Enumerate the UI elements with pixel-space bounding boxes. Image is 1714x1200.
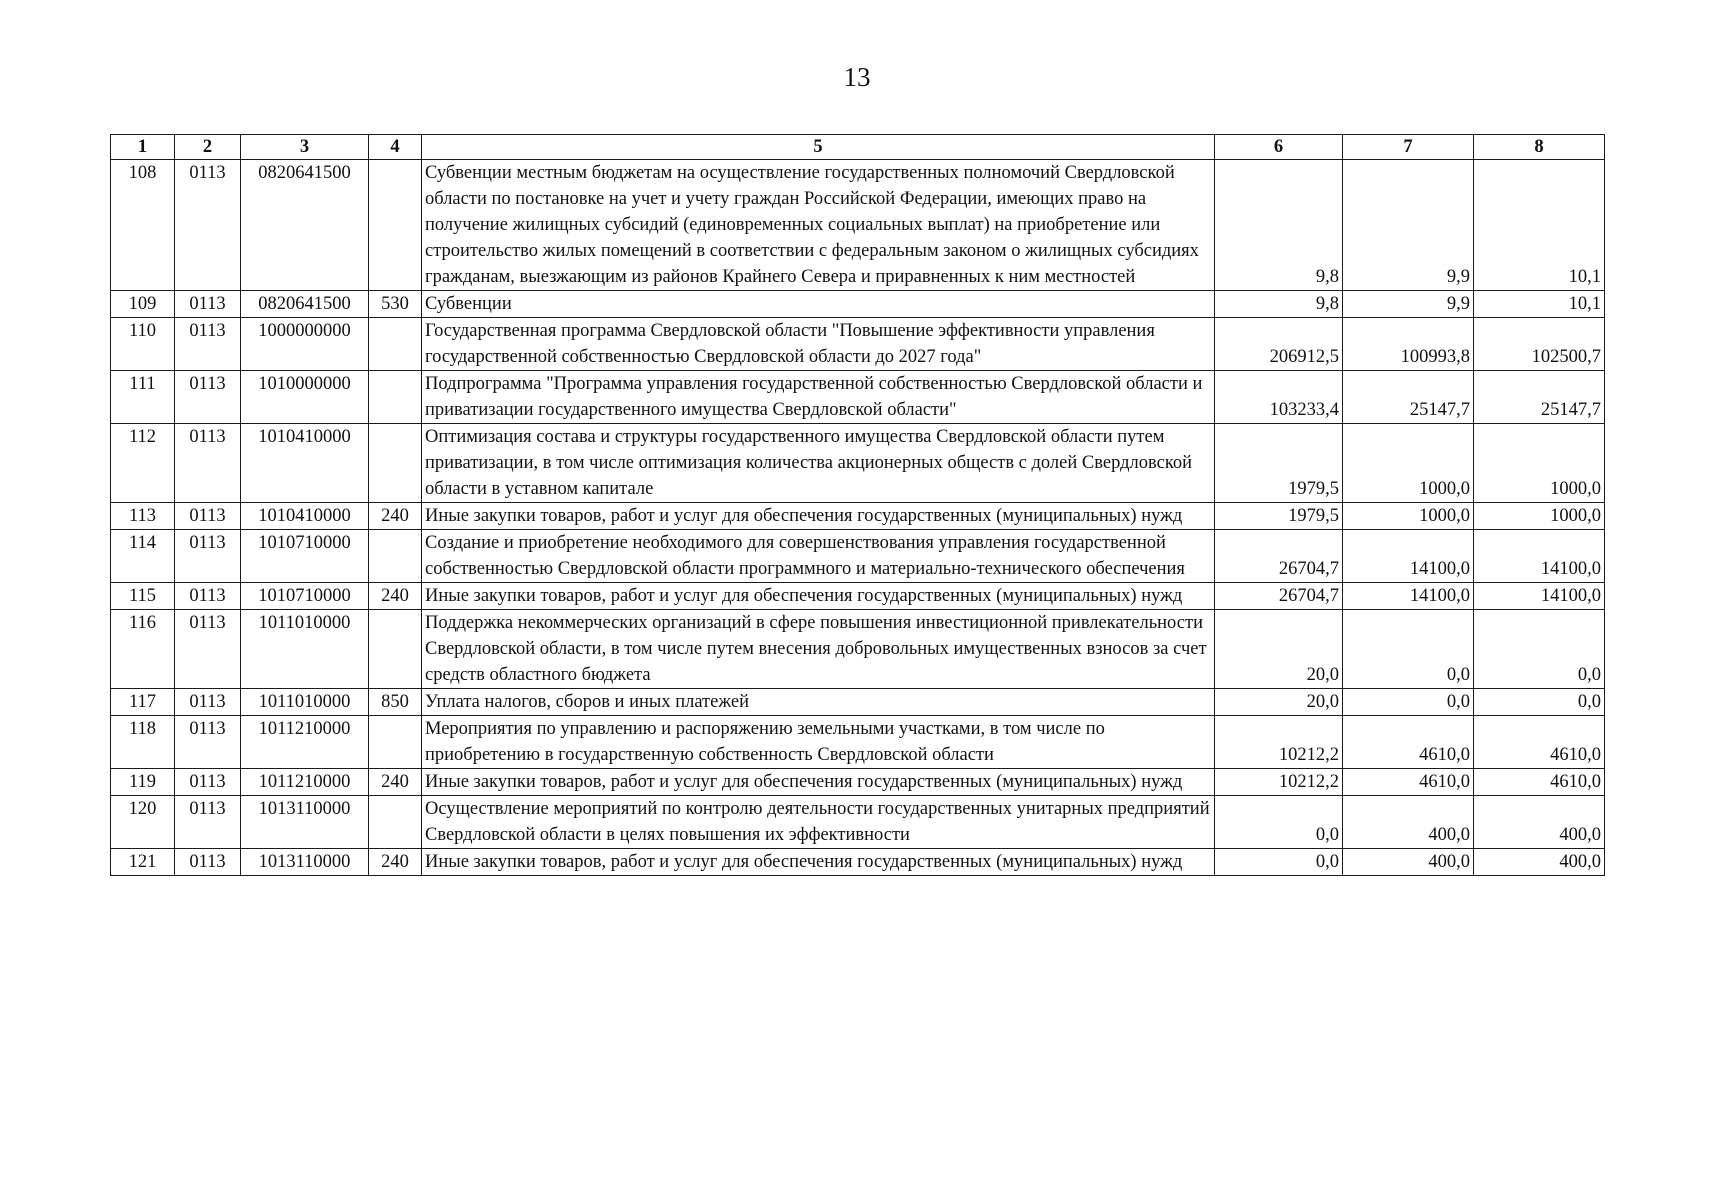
expense-type-code: 240 <box>369 769 422 796</box>
section-code: 0113 <box>175 291 241 318</box>
amount-col7: 4610,0 <box>1343 716 1474 769</box>
amount-col6: 20,0 <box>1215 689 1343 716</box>
row-number: 112 <box>111 424 175 503</box>
expense-type-code <box>369 160 422 291</box>
section-code: 0113 <box>175 610 241 689</box>
amount-col7: 0,0 <box>1343 689 1474 716</box>
table-row <box>111 716 1605 769</box>
amount-col8: 102500,7 <box>1474 318 1605 371</box>
header-cell: 6 <box>1215 135 1343 160</box>
amount-col7: 14100,0 <box>1343 583 1474 610</box>
section-code: 0113 <box>175 583 241 610</box>
header-cell: 8 <box>1474 135 1605 160</box>
table-row <box>111 796 1605 849</box>
item-name: Иные закупки товаров, работ и услуг для обеспечения государственных (муниципальных) нужд <box>422 769 1215 796</box>
row-number: 120 <box>111 796 175 849</box>
target-code: 1010000000 <box>241 371 369 424</box>
row-number: 118 <box>111 716 175 769</box>
amount-col6: 103233,4 <box>1215 371 1343 424</box>
item-name: Оптимизация состава и структуры государственного имущества Свердловской области путем приватизации, в том числе оптимизация количества акционерных обществ с долей Свердловской области в уставном капитале <box>422 424 1215 503</box>
expense-type-code: 530 <box>369 291 422 318</box>
amount-col6: 10212,2 <box>1215 716 1343 769</box>
header-cell: 5 <box>422 135 1215 160</box>
section-code: 0113 <box>175 849 241 876</box>
section-code: 0113 <box>175 716 241 769</box>
amount-col8: 400,0 <box>1474 849 1605 876</box>
section-code: 0113 <box>175 769 241 796</box>
table-row <box>111 583 1605 610</box>
amount-col8: 1000,0 <box>1474 503 1605 530</box>
expense-type-code <box>369 610 422 689</box>
table-row <box>111 503 1605 530</box>
item-name: Создание и приобретение необходимого для совершенствования управления государственной собственностью Свердловской области программного и материально-технического обеспечения <box>422 530 1215 583</box>
row-number: 109 <box>111 291 175 318</box>
item-name: Субвенции <box>422 291 1215 318</box>
target-code: 1000000000 <box>241 318 369 371</box>
expense-type-code <box>369 530 422 583</box>
amount-col6: 1979,5 <box>1215 503 1343 530</box>
target-code: 1011010000 <box>241 689 369 716</box>
row-number: 114 <box>111 530 175 583</box>
amount-col6: 0,0 <box>1215 849 1343 876</box>
amount-col8: 1000,0 <box>1474 424 1605 503</box>
amount-col6: 1979,5 <box>1215 424 1343 503</box>
expense-type-code: 240 <box>369 503 422 530</box>
item-name: Поддержка некоммерческих организаций в сфере повышения инвестиционной привлекательности Свердловской области, в том числе путем внесения добровольных имущественных взносов за счет средств областного бюджета <box>422 610 1215 689</box>
header-cell: 1 <box>111 135 175 160</box>
expense-type-code <box>369 716 422 769</box>
amount-col6: 10212,2 <box>1215 769 1343 796</box>
item-name: Государственная программа Свердловской области "Повышение эффективности управления государственной собственностью Свердловской области до 2027 года" <box>422 318 1215 371</box>
header-cell: 7 <box>1343 135 1474 160</box>
table-row <box>111 610 1605 689</box>
amount-col7: 0,0 <box>1343 610 1474 689</box>
amount-col7: 14100,0 <box>1343 530 1474 583</box>
table-row <box>111 849 1605 876</box>
item-name: Иные закупки товаров, работ и услуг для обеспечения государственных (муниципальных) нужд <box>422 583 1215 610</box>
item-name: Осуществление мероприятий по контролю деятельности государственных унитарных предприятий Свердловской области в целях повышения их эффективности <box>422 796 1215 849</box>
amount-col7: 1000,0 <box>1343 424 1474 503</box>
amount-col6: 0,0 <box>1215 796 1343 849</box>
item-name: Подпрограмма "Программа управления государственной собственностью Свердловской области и приватизации государственного имущества Свердловской области" <box>422 371 1215 424</box>
amount-col8: 10,1 <box>1474 160 1605 291</box>
amount-col6: 9,8 <box>1215 160 1343 291</box>
amount-col8: 10,1 <box>1474 291 1605 318</box>
amount-col6: 206912,5 <box>1215 318 1343 371</box>
header-cell: 4 <box>369 135 422 160</box>
table-row <box>111 291 1605 318</box>
amount-col6: 9,8 <box>1215 291 1343 318</box>
target-code: 1010710000 <box>241 583 369 610</box>
table-row <box>111 160 1605 291</box>
amount-col7: 100993,8 <box>1343 318 1474 371</box>
table-row <box>111 769 1605 796</box>
row-number: 113 <box>111 503 175 530</box>
page-number: 13 <box>843 62 871 92</box>
section-code: 0113 <box>175 689 241 716</box>
table-row <box>111 689 1605 716</box>
target-code: 0820641500 <box>241 291 369 318</box>
amount-col7: 25147,7 <box>1343 371 1474 424</box>
amount-col8: 0,0 <box>1474 689 1605 716</box>
target-code: 1011210000 <box>241 716 369 769</box>
amount-col8: 400,0 <box>1474 796 1605 849</box>
section-code: 0113 <box>175 424 241 503</box>
item-name: Мероприятия по управлению и распоряжению земельными участками, в том числе по приобретению в государственную собственность Свердловской области <box>422 716 1215 769</box>
section-code: 0113 <box>175 530 241 583</box>
row-number: 111 <box>111 371 175 424</box>
amount-col6: 26704,7 <box>1215 530 1343 583</box>
amount-col6: 26704,7 <box>1215 583 1343 610</box>
section-code: 0113 <box>175 160 241 291</box>
item-name: Уплата налогов, сборов и иных платежей <box>422 689 1215 716</box>
row-number: 121 <box>111 849 175 876</box>
amount-col8: 14100,0 <box>1474 583 1605 610</box>
expense-type-code: 240 <box>369 583 422 610</box>
header-cell: 3 <box>241 135 369 160</box>
amount-col7: 400,0 <box>1343 796 1474 849</box>
expense-type-code <box>369 796 422 849</box>
amount-col7: 400,0 <box>1343 849 1474 876</box>
budget-table <box>110 134 1605 876</box>
row-number: 115 <box>111 583 175 610</box>
target-code: 1010410000 <box>241 424 369 503</box>
item-name: Субвенции местным бюджетам на осуществление государственных полномочий Свердловской области по постановке на учет и учету граждан Российской Федерации, имеющих право на получение жилищных субсидий (единовременных социальных выплат) на приобретение или строительство жилых помещений в соответствии с федеральным законом о жилищных субсидиях гражданам, выезжающим из районов Крайнего Севера и приравненных к ним местностей <box>422 160 1215 291</box>
section-code: 0113 <box>175 318 241 371</box>
amount-col8: 14100,0 <box>1474 530 1605 583</box>
item-name: Иные закупки товаров, работ и услуг для обеспечения государственных (муниципальных) нужд <box>422 503 1215 530</box>
header-cell: 2 <box>175 135 241 160</box>
item-name: Иные закупки товаров, работ и услуг для обеспечения государственных (муниципальных) нужд <box>422 849 1215 876</box>
amount-col7: 9,9 <box>1343 291 1474 318</box>
target-code: 1013110000 <box>241 849 369 876</box>
table-header-row <box>111 135 1605 160</box>
table-row <box>111 530 1605 583</box>
row-number: 108 <box>111 160 175 291</box>
row-number: 116 <box>111 610 175 689</box>
section-code: 0113 <box>175 371 241 424</box>
target-code: 1010710000 <box>241 530 369 583</box>
amount-col8: 4610,0 <box>1474 769 1605 796</box>
amount-col8: 4610,0 <box>1474 716 1605 769</box>
expense-type-code <box>369 318 422 371</box>
target-code: 1011210000 <box>241 769 369 796</box>
section-code: 0113 <box>175 796 241 849</box>
expense-type-code: 850 <box>369 689 422 716</box>
table-row <box>111 371 1605 424</box>
expense-type-code: 240 <box>369 849 422 876</box>
amount-col8: 0,0 <box>1474 610 1605 689</box>
amount-col6: 20,0 <box>1215 610 1343 689</box>
amount-col8: 25147,7 <box>1474 371 1605 424</box>
table-row <box>111 318 1605 371</box>
amount-col7: 1000,0 <box>1343 503 1474 530</box>
expense-type-code <box>369 371 422 424</box>
row-number: 117 <box>111 689 175 716</box>
amount-col7: 9,9 <box>1343 160 1474 291</box>
target-code: 1010410000 <box>241 503 369 530</box>
target-code: 1013110000 <box>241 796 369 849</box>
section-code: 0113 <box>175 503 241 530</box>
target-code: 1011010000 <box>241 610 369 689</box>
table-row <box>111 424 1605 503</box>
target-code: 0820641500 <box>241 160 369 291</box>
amount-col7: 4610,0 <box>1343 769 1474 796</box>
expense-type-code <box>369 424 422 503</box>
row-number: 119 <box>111 769 175 796</box>
row-number: 110 <box>111 318 175 371</box>
